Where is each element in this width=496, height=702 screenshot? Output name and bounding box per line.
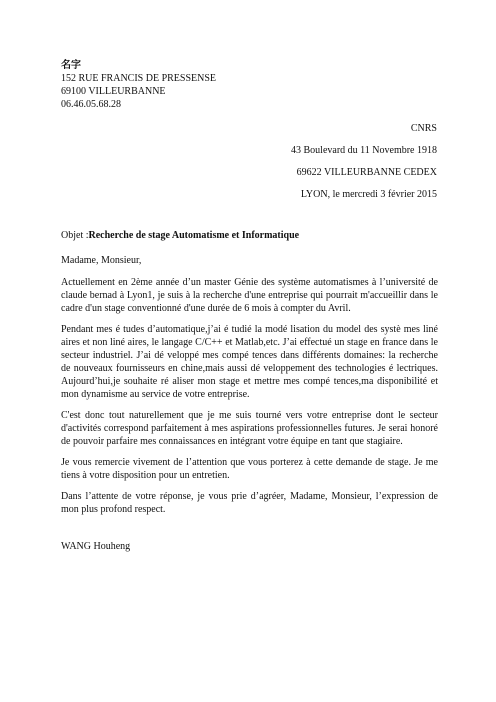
paragraph-intro: Actuellement en 2ème année d’un master Génie des système automatismes à l’université de claude bernad à Lyon1, je suis à la recherche d'une entreprise qui pourrait m'accueillir dans le cadre d'un stage conventionné d'une durée de 6 mois à compter du Avril. [61, 277, 438, 314]
sender-phone: 06.46.05.68.28 [61, 99, 121, 110]
sender-block [61, 59, 216, 111]
letter-body [61, 229, 438, 553]
sender-street: 152 RUE FRANCIS DE PRESSENSE [61, 73, 217, 84]
subject-line [61, 229, 438, 242]
letter-date: LYON, le mercredi 3 février 2015 [300, 189, 437, 200]
subject-prefix: Objet : [61, 230, 89, 241]
greeting: Madame, Monsieur, [61, 255, 142, 266]
recipient-block [291, 122, 437, 210]
signature: WANG Houheng [61, 541, 131, 552]
sender-city: 69100 VILLEURBANNE [61, 86, 166, 97]
paragraph-thanks: Je vous remercie vivement de l’attention que vous porterez à cette demande de stage. Je me tiens à votre disposition pour un entretien. [61, 457, 438, 481]
paragraph-motivation: C'est donc tout naturellement que je me suis tourné vers votre entreprise dont le secteur d'activités correspond parfaitement à mes aspirations professionnelles futures. Je serai honoré de pouvoir parfaire mes connaissances en intégrant votre équipe en tant que stagiaire. [61, 410, 438, 447]
sender-name: 名字 [61, 60, 81, 71]
subject-text: Recherche de stage Automatisme et Informatique [88, 230, 300, 241]
paragraph-closing: Dans l’attente de votre réponse, je vous prie d’agréer, Madame, Monsieur, l’expression de mon plus profond respect. [61, 491, 438, 515]
recipient-city: 69622 VILLEURBANNE CEDEX [296, 167, 437, 178]
recipient-address: 43 Boulevard du 11 Novembre 1918 [291, 145, 437, 156]
paragraph-studies: Pendant mes é tudes d’automatique,j’ai é tudié la modé lisation du model des systè mes liné aires et non liné aires, le langage C/C++ et Matlab,etc. J’ai effectué un stage en france dans le secteur industriel. J’ai dé veloppé mes compé tences dans différents domaines: la recherche de nouveaux fournisseurs en chine,mais aussi dé veloppement des technologies é lectriques. Aujourd’hui,je souhaite ré aliser mon stage et mettre mes compé tences,ma disponibilité et mon dynamisme au service de votre entreprise. [61, 324, 438, 400]
recipient-org: CNRS [410, 123, 437, 134]
